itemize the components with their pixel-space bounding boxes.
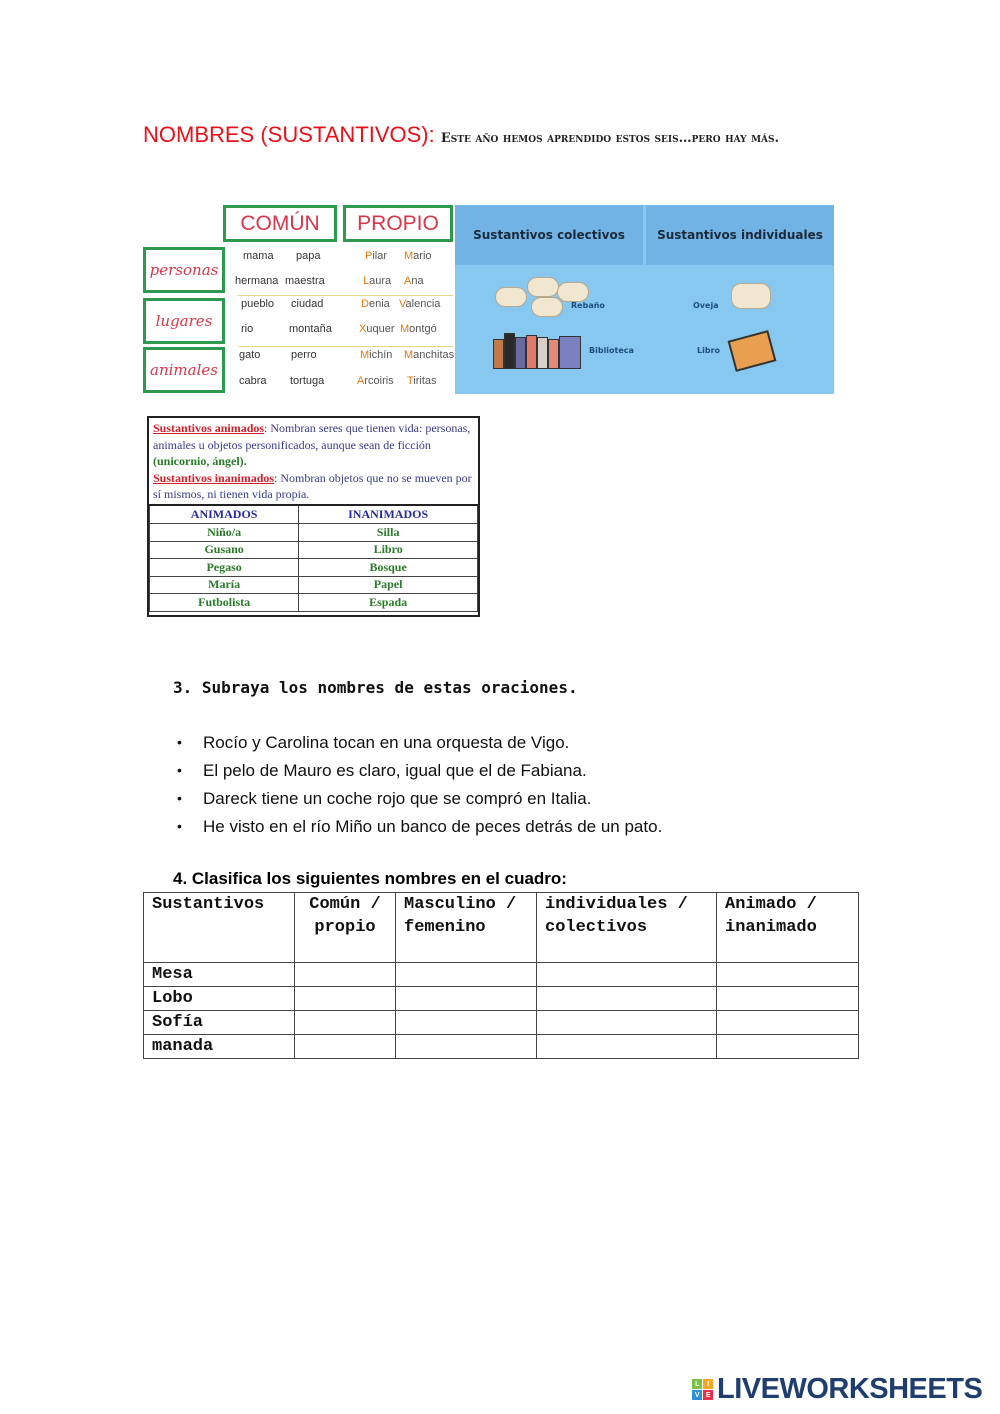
answer-cell[interactable]	[396, 1011, 537, 1035]
sentence[interactable]: • He visto en el río Miño un banco de peces detrás de un pato.	[177, 817, 662, 845]
cell: Papel	[299, 576, 478, 594]
table-row	[150, 541, 478, 559]
word: Xuquer	[359, 323, 395, 335]
word: Michín	[360, 349, 393, 361]
word: maestra	[285, 275, 325, 287]
def-text: : Nombran objetos que no se mueven por sí mismos, ni tienen vida propia.	[153, 470, 472, 501]
answer-cell[interactable]	[295, 963, 396, 987]
cell: María	[150, 576, 299, 594]
answer-cell[interactable]	[537, 1035, 717, 1059]
animate-table	[149, 506, 478, 612]
sentence[interactable]: • El pelo de Mauro es claro, igual que el de Fabiana.	[177, 761, 662, 789]
row-label-personas: personas	[143, 247, 225, 293]
header-colectivos: Sustantivos colectivos	[455, 205, 643, 265]
table-row	[150, 576, 478, 594]
row-label: Lobo	[144, 987, 295, 1011]
title-subtitle: Este año hemos aprendido estos seis…pero hay más.	[440, 131, 780, 146]
sheep-icon	[527, 277, 559, 297]
word: Laura	[363, 275, 392, 287]
table-row	[144, 1011, 859, 1035]
word: Valencia	[399, 298, 441, 310]
table-row	[144, 987, 859, 1011]
answer-cell[interactable]	[295, 987, 396, 1011]
row-label: Mesa	[144, 963, 295, 987]
col-header: Masculino / femenino	[396, 893, 537, 963]
col-header: Animado / inanimado	[717, 893, 859, 963]
sheep-icon	[731, 283, 771, 309]
cell: Niño/a	[150, 524, 299, 542]
answer-cell[interactable]	[537, 963, 717, 987]
word: Mario	[404, 250, 432, 262]
question-4-heading: 4. Clasifica los siguientes nombres en el cuadro:	[173, 869, 567, 888]
label-libro: Libro	[697, 346, 721, 355]
cell: Bosque	[299, 559, 478, 577]
liveworksheets-logo	[692, 1373, 982, 1406]
def-key: Sustantivos animados	[153, 421, 265, 435]
answer-cell[interactable]	[396, 987, 537, 1011]
cell: Silla	[299, 524, 478, 542]
answer-cell[interactable]	[717, 987, 859, 1011]
word: Denia	[361, 298, 390, 310]
sheep-icon	[495, 287, 527, 307]
sheep-icon	[557, 282, 589, 302]
word: Ana	[404, 275, 424, 287]
table-row	[144, 963, 859, 987]
word: Manchitas	[404, 349, 455, 361]
label-oveja: Oveja	[693, 301, 719, 310]
row-label-animales: animales	[143, 347, 225, 393]
answer-cell[interactable]	[396, 963, 537, 987]
answer-cell[interactable]	[717, 1035, 859, 1059]
row-label: Sofía	[144, 1011, 295, 1035]
col-header: Común / propio	[295, 893, 396, 963]
word: tortuga	[290, 375, 325, 387]
word: perro	[291, 349, 317, 361]
animate-nouns-image	[147, 416, 480, 617]
sheep-icon	[531, 297, 563, 317]
book-icon	[728, 330, 777, 372]
word: ciudad	[291, 298, 324, 310]
cell: Futbolista	[150, 594, 299, 612]
cell: Libro	[299, 541, 478, 559]
row-label: manada	[144, 1035, 295, 1059]
sentence[interactable]: • Dareck tiene un coche rojo que se compró en Italia.	[177, 789, 662, 817]
answer-cell[interactable]	[717, 963, 859, 987]
col-header: Sustantivos	[144, 893, 295, 963]
word: papa	[296, 250, 321, 262]
answer-cell[interactable]	[396, 1035, 537, 1059]
answer-cell[interactable]	[537, 1011, 717, 1035]
answer-cell[interactable]	[295, 1035, 396, 1059]
cell: Espada	[299, 594, 478, 612]
word: Pilar	[365, 250, 388, 262]
word: hermana	[235, 275, 279, 287]
title-main: NOMBRES (SUSTANTIVOS):	[143, 122, 435, 147]
row-label-lugares: lugares	[143, 298, 225, 344]
answer-cell[interactable]	[717, 1011, 859, 1035]
word: Tiritas	[407, 375, 437, 387]
word: montaña	[289, 323, 332, 335]
question-3-heading: 3. Subraya los nombres de estas oraciones.	[173, 678, 578, 697]
cell: Gusano	[150, 541, 299, 559]
table-row	[144, 1035, 859, 1059]
word: mama	[243, 250, 274, 262]
sentence-list	[177, 733, 662, 845]
collective-individual-image	[455, 205, 834, 394]
table-row	[150, 594, 478, 612]
page-title	[143, 122, 779, 148]
word: rio	[241, 323, 254, 335]
logo-letter: E	[703, 1390, 713, 1400]
answer-cell[interactable]	[537, 987, 717, 1011]
word: Montgó	[400, 323, 437, 335]
table-row	[150, 524, 478, 542]
label-biblioteca: Biblioteca	[589, 346, 634, 355]
label-rebano: Rebaño	[571, 301, 605, 310]
classify-table	[143, 892, 859, 1059]
table-row	[150, 559, 478, 577]
col-header: individuales / colectivos	[537, 893, 717, 963]
word: Arcoiris	[357, 375, 394, 387]
logo-icon	[692, 1379, 713, 1400]
def-example: (unicornio, ángel).	[153, 454, 247, 468]
def-key: Sustantivos inanimados	[153, 470, 275, 485]
logo-letter: L	[692, 1379, 702, 1389]
word: pueblo	[241, 298, 275, 310]
header-individuales: Sustantivos individuales	[646, 205, 834, 265]
col-header: ANIMADOS	[150, 506, 299, 524]
cell: Pegaso	[150, 559, 299, 577]
header-propio: PROPIO	[343, 205, 453, 242]
word: gato	[239, 349, 261, 361]
logo-letter: I	[703, 1379, 713, 1389]
word: cabra	[239, 375, 267, 387]
logo-text: LIVEWORKSHEETS	[717, 1373, 983, 1405]
common-proper-image	[143, 205, 455, 395]
header-comun: COMÚN	[223, 205, 337, 242]
books-icon	[493, 333, 581, 369]
definitions	[149, 418, 478, 506]
answer-cell[interactable]	[295, 1011, 396, 1035]
logo-letter: V	[692, 1390, 702, 1400]
sentence[interactable]: • Rocío y Carolina tocan en una orquesta de Vigo.	[177, 733, 662, 761]
col-header: INANIMADOS	[299, 506, 478, 524]
def-text: : Nombran seres que tienen vida: personas, animales u objetos personificados, aunque sean de ficción	[153, 421, 471, 452]
